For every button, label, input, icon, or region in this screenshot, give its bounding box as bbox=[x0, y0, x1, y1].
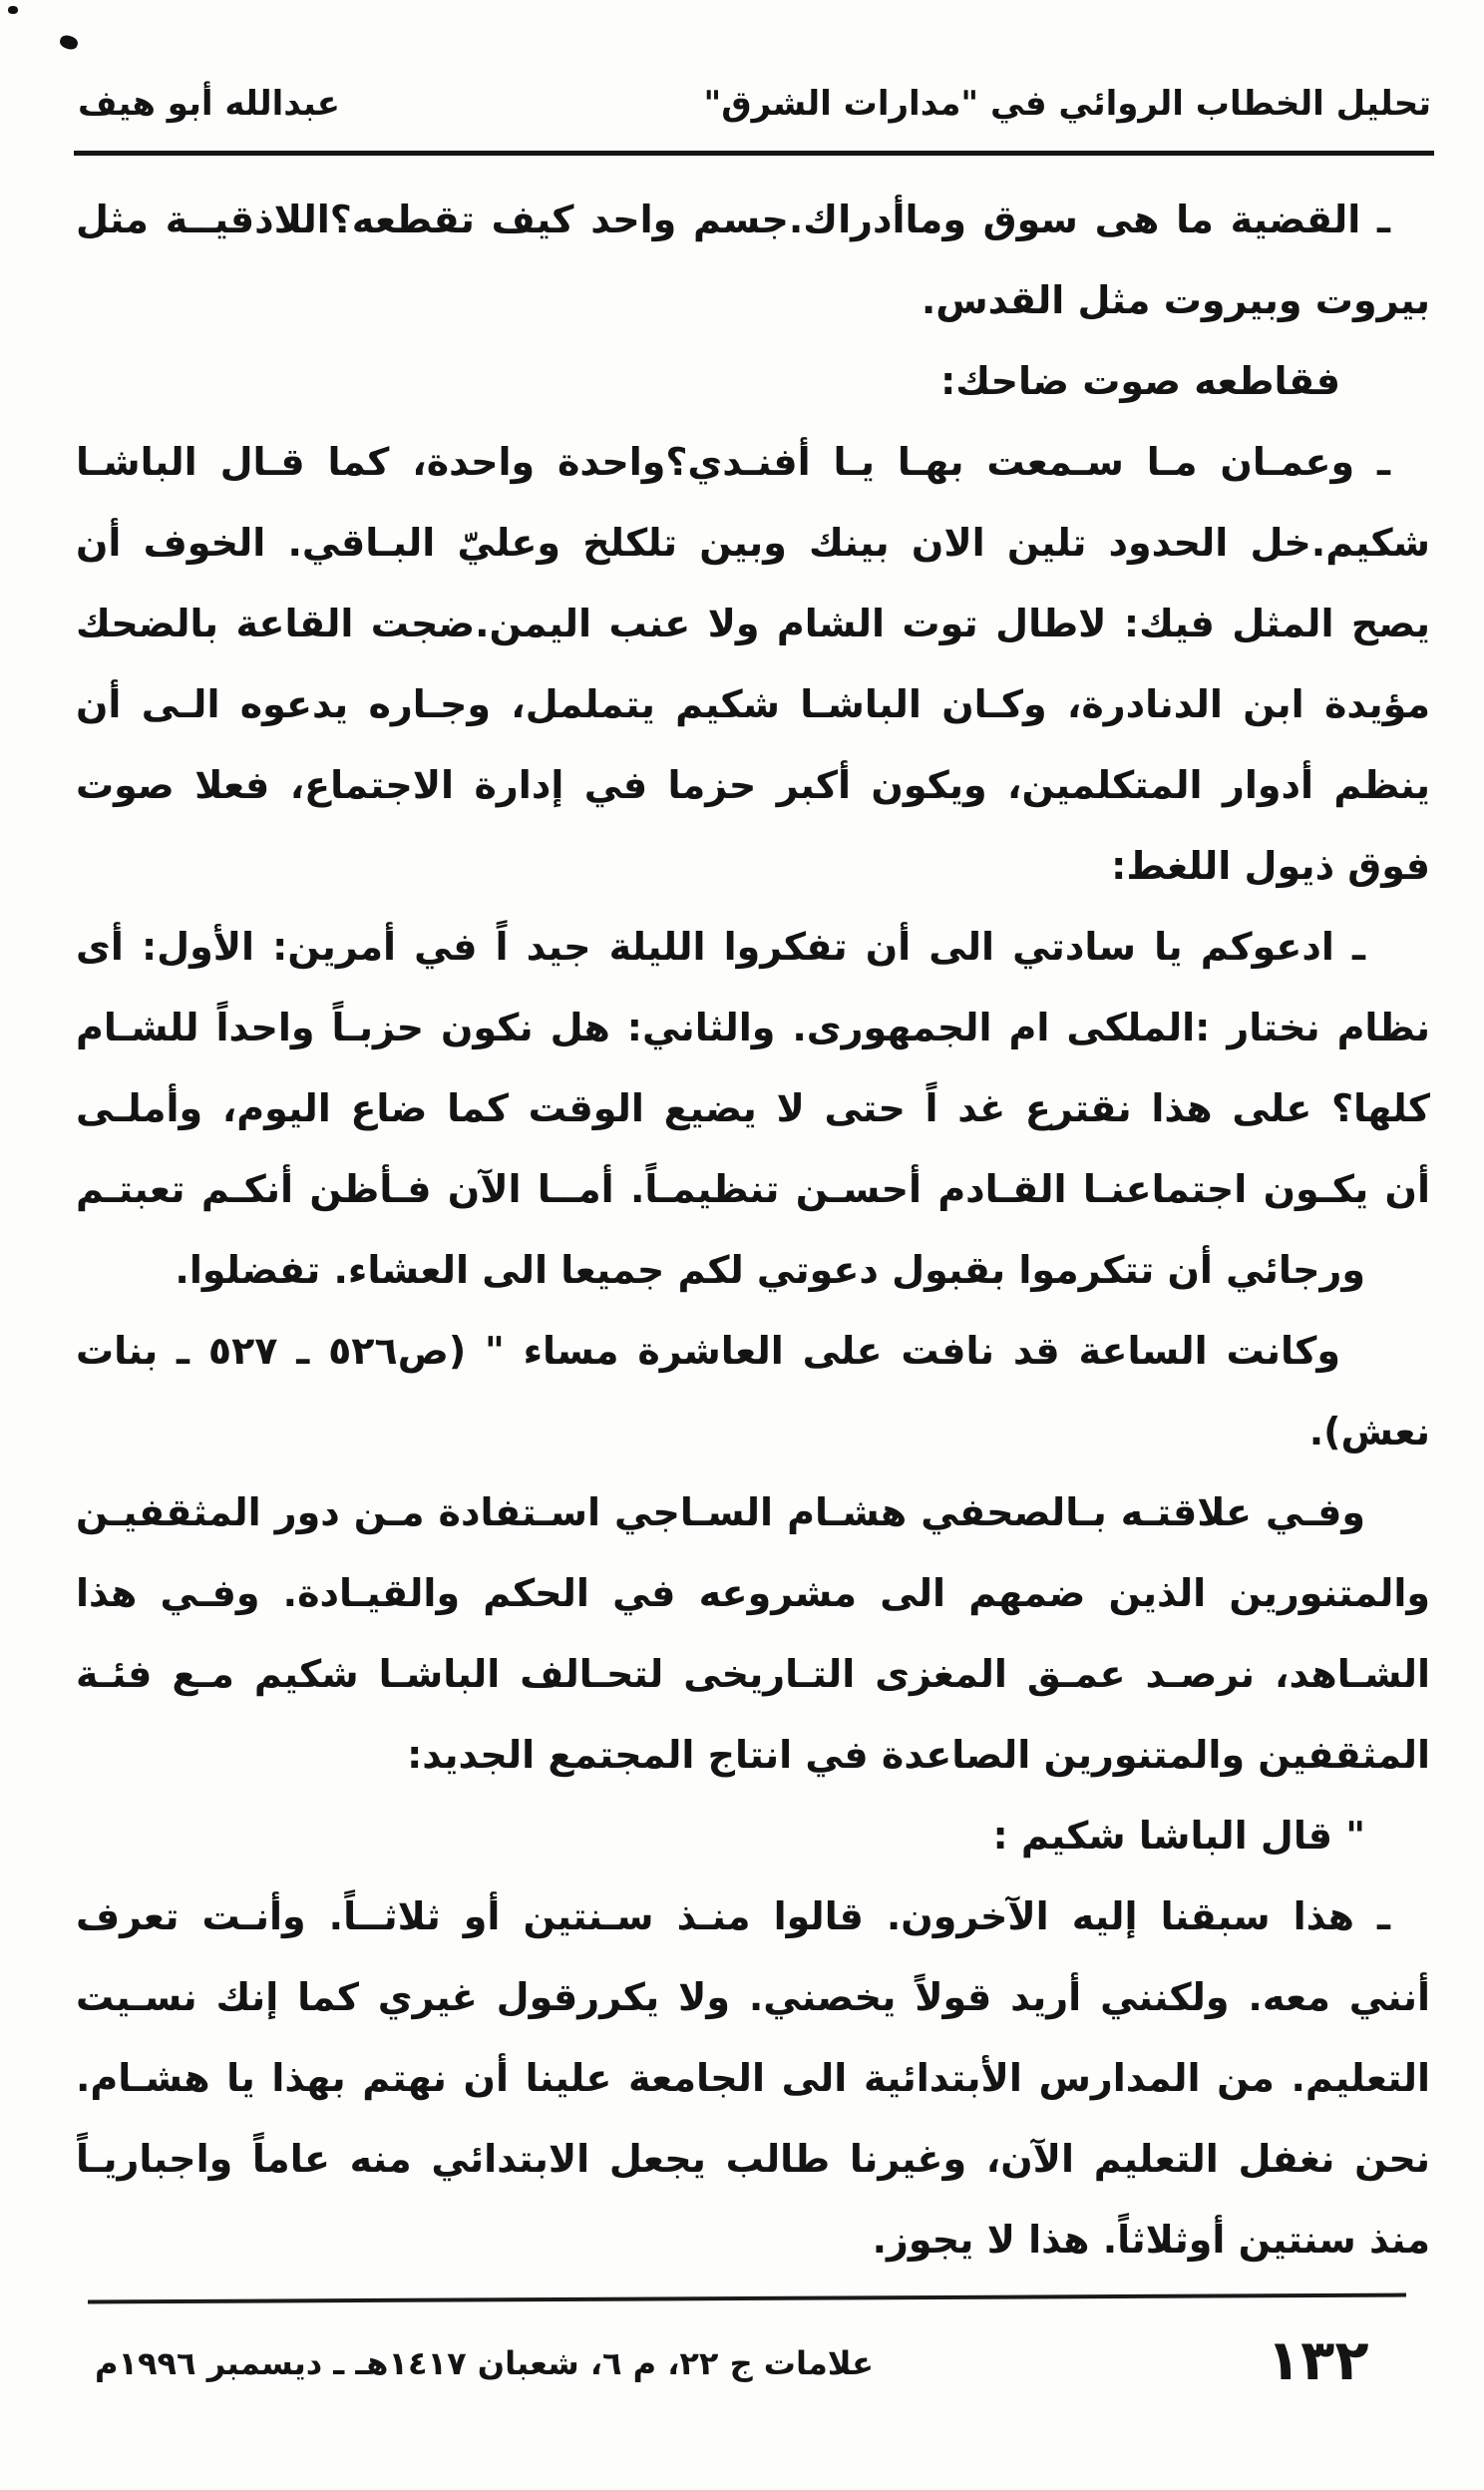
author-name: عبدالله أبو هيف bbox=[78, 84, 341, 124]
body-line: " قال الباشا شكيم : bbox=[992, 1814, 1365, 1858]
body-line: ـ القضية ما هى سوق وماأدراك.جسم واحد كيف تقطعه؟اللاذقيــة مثل bbox=[76, 198, 1390, 241]
body-text bbox=[76, 180, 1430, 2281]
body-line: بيروت وبيروت مثل القدس. bbox=[921, 278, 1430, 322]
body-line: أنني معه. ولكنني أريد قولاً يخصني. ولا يكررقول غيري كما إنك نسـيت bbox=[76, 1975, 1430, 2019]
body-line: منذ سنتين أوثلاثاً. هذا لا يجوز. bbox=[872, 2218, 1430, 2262]
body-line: وكانت الساعة قد نافت على العاشرة مساء " (ص٥٢٦ ـ ٥٢٧ ـ بنات bbox=[76, 1329, 1341, 1373]
body-line: ـ وعمـان مـا سـمعت بهـا يـا أفنـدي؟واحدة واحدة، كما قـال الباشـا bbox=[76, 440, 1390, 484]
body-line: كلها؟ على هذا نقترع غد اً حتى لا يضيع الوقت كما ضاع اليوم، وأملـى bbox=[76, 1086, 1430, 1130]
ink-speck bbox=[58, 34, 79, 52]
body-line: نظام نختار :الملكى ام الجمهورى. والثاني: هل نكون حزبـاً واحداً للشـام bbox=[76, 1006, 1430, 1049]
body-line: والمتنورين الذين ضمهم الى مشروعه في الحكم والقيـادة. وفـي هذا bbox=[76, 1571, 1430, 1615]
body-line: وفـي علاقتـه بـالصحفي هشـام السـاجي اسـتفادة مـن دور المثقفيـن bbox=[76, 1490, 1365, 1534]
body-line: التعليم. من المدارس الأبتدائية الى الجامعة علينا أن نهتم بهذا يا هشـام. bbox=[76, 2056, 1430, 2100]
running-title: تحليل الخطاب الروائي في "مدارات الشرق" bbox=[703, 84, 1431, 124]
page-number: ١٣٢ bbox=[1267, 2328, 1369, 2393]
body-line: أن يكـون اجتماعنـا القـادم أحسـن تنظيمـاً. أمــا الآن فـأظن أنكـم تعبتـم bbox=[76, 1167, 1430, 1211]
journal-citation: علامات ج ٢٢، م ٦، شعبان ١٤١٧هـ ـ ديسمبر ١٩٩٦م bbox=[95, 2344, 874, 2382]
header-rule bbox=[74, 151, 1434, 156]
ink-speck bbox=[8, 6, 18, 14]
body-line: نعش). bbox=[1308, 1410, 1430, 1453]
body-line: شكيم.خل الحدود تلين الان بينك وبين تلكلخ وعليّ البـاقي. الخوف أن bbox=[76, 521, 1430, 565]
body-line: الشـاهد، نرصـد عمـق المغزى التـاريخى لتحـالف الباشـا شكيم مـع فئـة bbox=[76, 1652, 1430, 1696]
body-line: ينظم أدوار المتكلمين، ويكون أكبر حزما في إدارة الاجتماع، فعلا صوت bbox=[76, 763, 1430, 807]
body-line: فوق ذيول اللغط: bbox=[1111, 844, 1430, 888]
body-line: ـ هذا سبقنا إليه الآخرون. قالوا منـذ سـنتين أو ثلاثــاً. وأنـت تعرف bbox=[76, 1894, 1390, 1938]
body-line: المثقفين والمتنورين الصاعدة في انتاج المجتمع الجديد: bbox=[407, 1733, 1430, 1777]
body-line: يصح المثل فيك: لاطال توت الشام ولا عنب اليمن.ضجت القاعة بالضحك bbox=[76, 602, 1430, 645]
page-header bbox=[78, 84, 1431, 124]
footer-rule bbox=[88, 2293, 1406, 2304]
body-line: فقاطعه صوت ضاحك: bbox=[940, 359, 1340, 403]
body-line: ورجائي أن تتكرموا بقبول دعوتي لكم جميعا الى العشاء. تفضلوا. bbox=[175, 1248, 1365, 1292]
body-line: مؤيدة ابن الدنادرة، وكـان الباشـا شكيم يتململ، وجـاره يدعوه الـى أن bbox=[76, 682, 1430, 726]
body-line: ـ ادعوكم يا سادتي الى أن تفكروا الليلة جيد اً في أمرين: الأول: أى bbox=[76, 925, 1365, 969]
body-line: نحن نغفل التعليم الآن، وغيرنا طالب يجعل الابتدائي منه عاماً واجباريـاً bbox=[76, 2137, 1430, 2181]
